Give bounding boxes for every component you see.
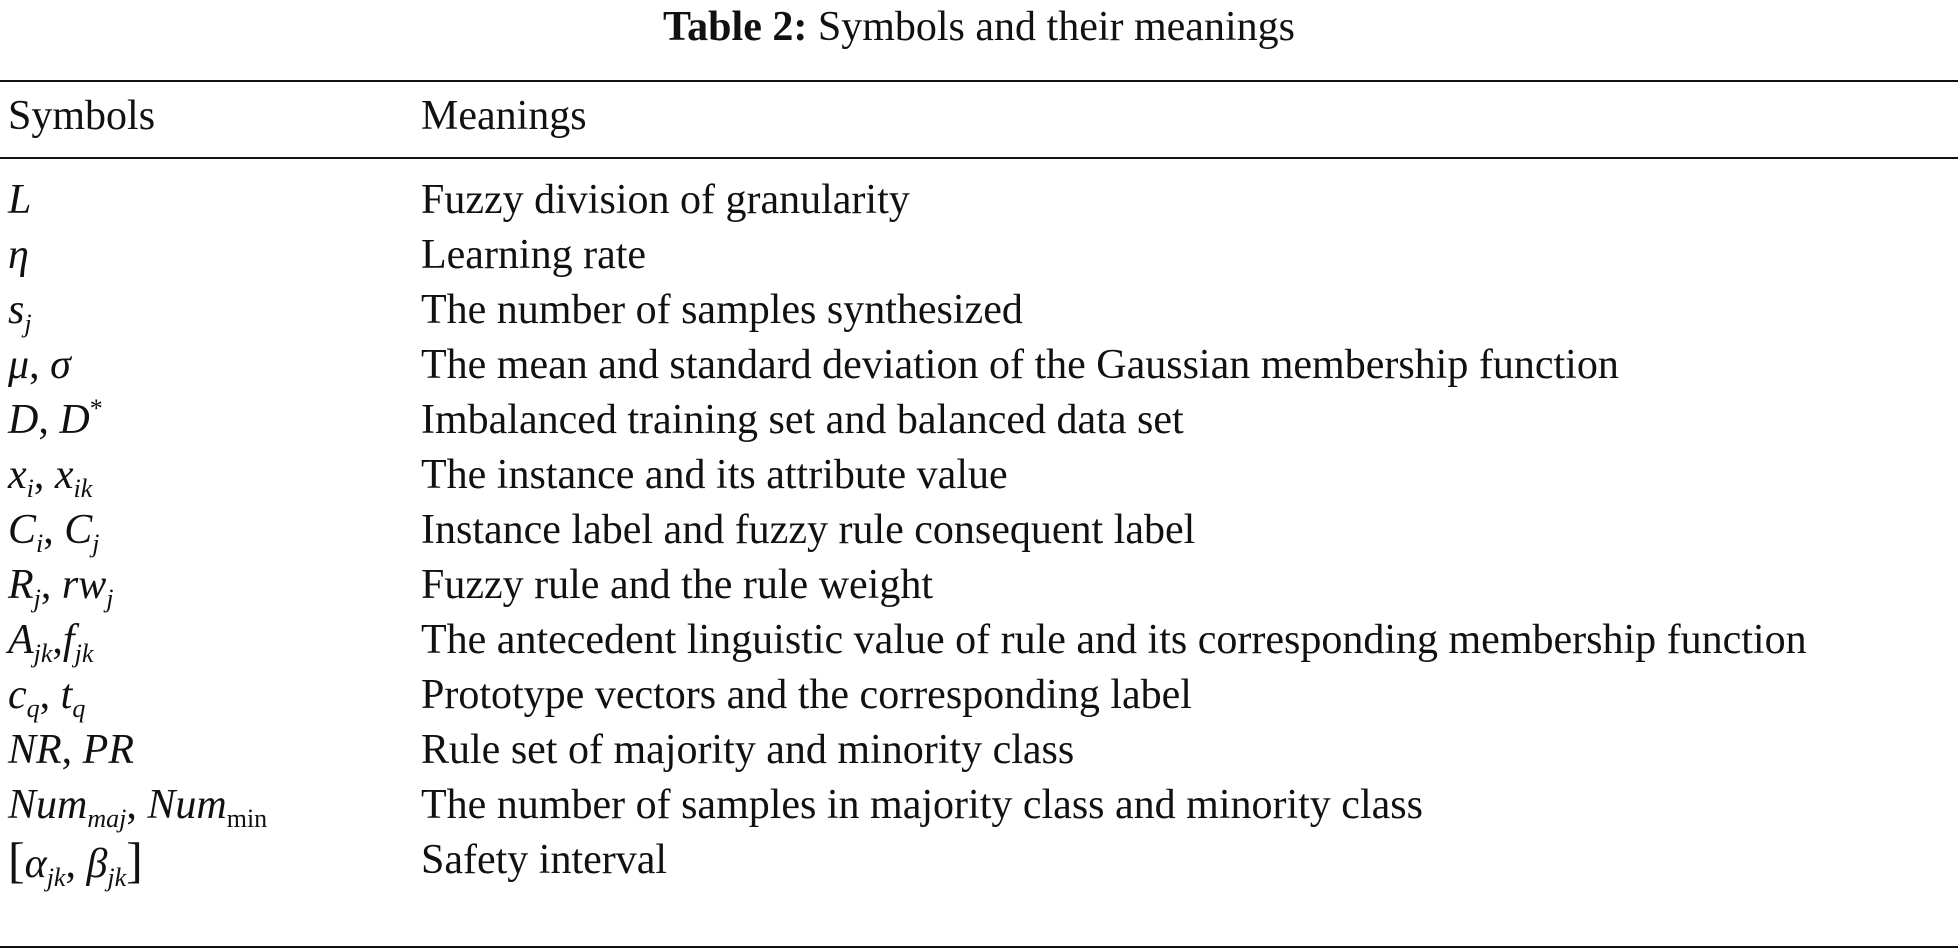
meaning-cell: Rule set of majority and minority class <box>421 727 1075 773</box>
symbol-cell: NR, PR <box>8 727 134 773</box>
header-meanings: Meanings <box>421 93 587 139</box>
symbol-cell: $c_q$, $t_q$ <box>8 672 86 723</box>
meaning-cell: Fuzzy rule and the rule weight <box>421 562 933 608</box>
table-row <box>0 613 1958 668</box>
symbol-cell: η <box>8 232 29 278</box>
symbol-cell: $C_i$, $C_j$ <box>8 507 100 558</box>
table-row <box>0 228 1958 283</box>
table-row <box>0 833 1958 892</box>
meaning-cell: Instance label and fuzzy rule consequent label <box>421 507 1196 553</box>
symbol-cell: $R_j$, $rw_j$ <box>8 562 114 613</box>
table-row <box>0 338 1958 393</box>
caption-label: Table 2: <box>663 4 808 50</box>
symbol-cell: Num$_{maj}$, Num$_{min}$ <box>8 782 268 833</box>
meaning-cell: Fuzzy division of granularity <box>421 177 910 223</box>
meaning-cell: The mean and standard deviation of the Gaussian membership function <box>421 342 1619 388</box>
caption-text: Symbols and their meanings <box>817 4 1295 50</box>
symbol-cell: L <box>8 177 32 223</box>
meaning-cell: The instance and its attribute value <box>421 452 1008 498</box>
table-header-row <box>0 86 1958 146</box>
table-caption <box>0 2 1958 52</box>
bottom-rule <box>0 946 1958 948</box>
meaning-cell: Learning rate <box>421 232 647 278</box>
table-row <box>0 503 1958 558</box>
symbol-cell: $A_{jk},f_{jk}$ <box>8 617 94 668</box>
table-body <box>0 173 1958 892</box>
header-rule <box>0 157 1958 159</box>
symbol-cell: [$\alpha_{jk}$, $\beta_{jk}$] <box>8 832 143 892</box>
meaning-cell: The antecedent linguistic value of rule and its corresponding membership function <box>421 617 1807 663</box>
table-row <box>0 778 1958 833</box>
table-row <box>0 173 1958 228</box>
meaning-cell: Imbalanced training set and balanced data set <box>421 397 1184 443</box>
symbol-cell: $s_j$ <box>8 287 32 338</box>
header-symbols: Symbols <box>8 93 156 139</box>
table-row <box>0 558 1958 613</box>
meaning-cell: The number of samples in majority class and minority class <box>421 782 1423 828</box>
symbol-cell: μ, σ <box>8 342 71 388</box>
table-row <box>0 668 1958 723</box>
table-row <box>0 393 1958 448</box>
meaning-cell: Safety interval <box>421 837 668 883</box>
top-rule <box>0 80 1958 82</box>
table-row <box>0 723 1958 778</box>
meaning-cell: The number of samples synthesized <box>421 287 1023 333</box>
meaning-cell: Prototype vectors and the corresponding label <box>421 672 1192 718</box>
symbol-cell: $x_i$, $x_{ik}$ <box>8 452 93 503</box>
table-row <box>0 283 1958 338</box>
table-row <box>0 448 1958 503</box>
symbol-cell: D, D* <box>8 394 103 443</box>
